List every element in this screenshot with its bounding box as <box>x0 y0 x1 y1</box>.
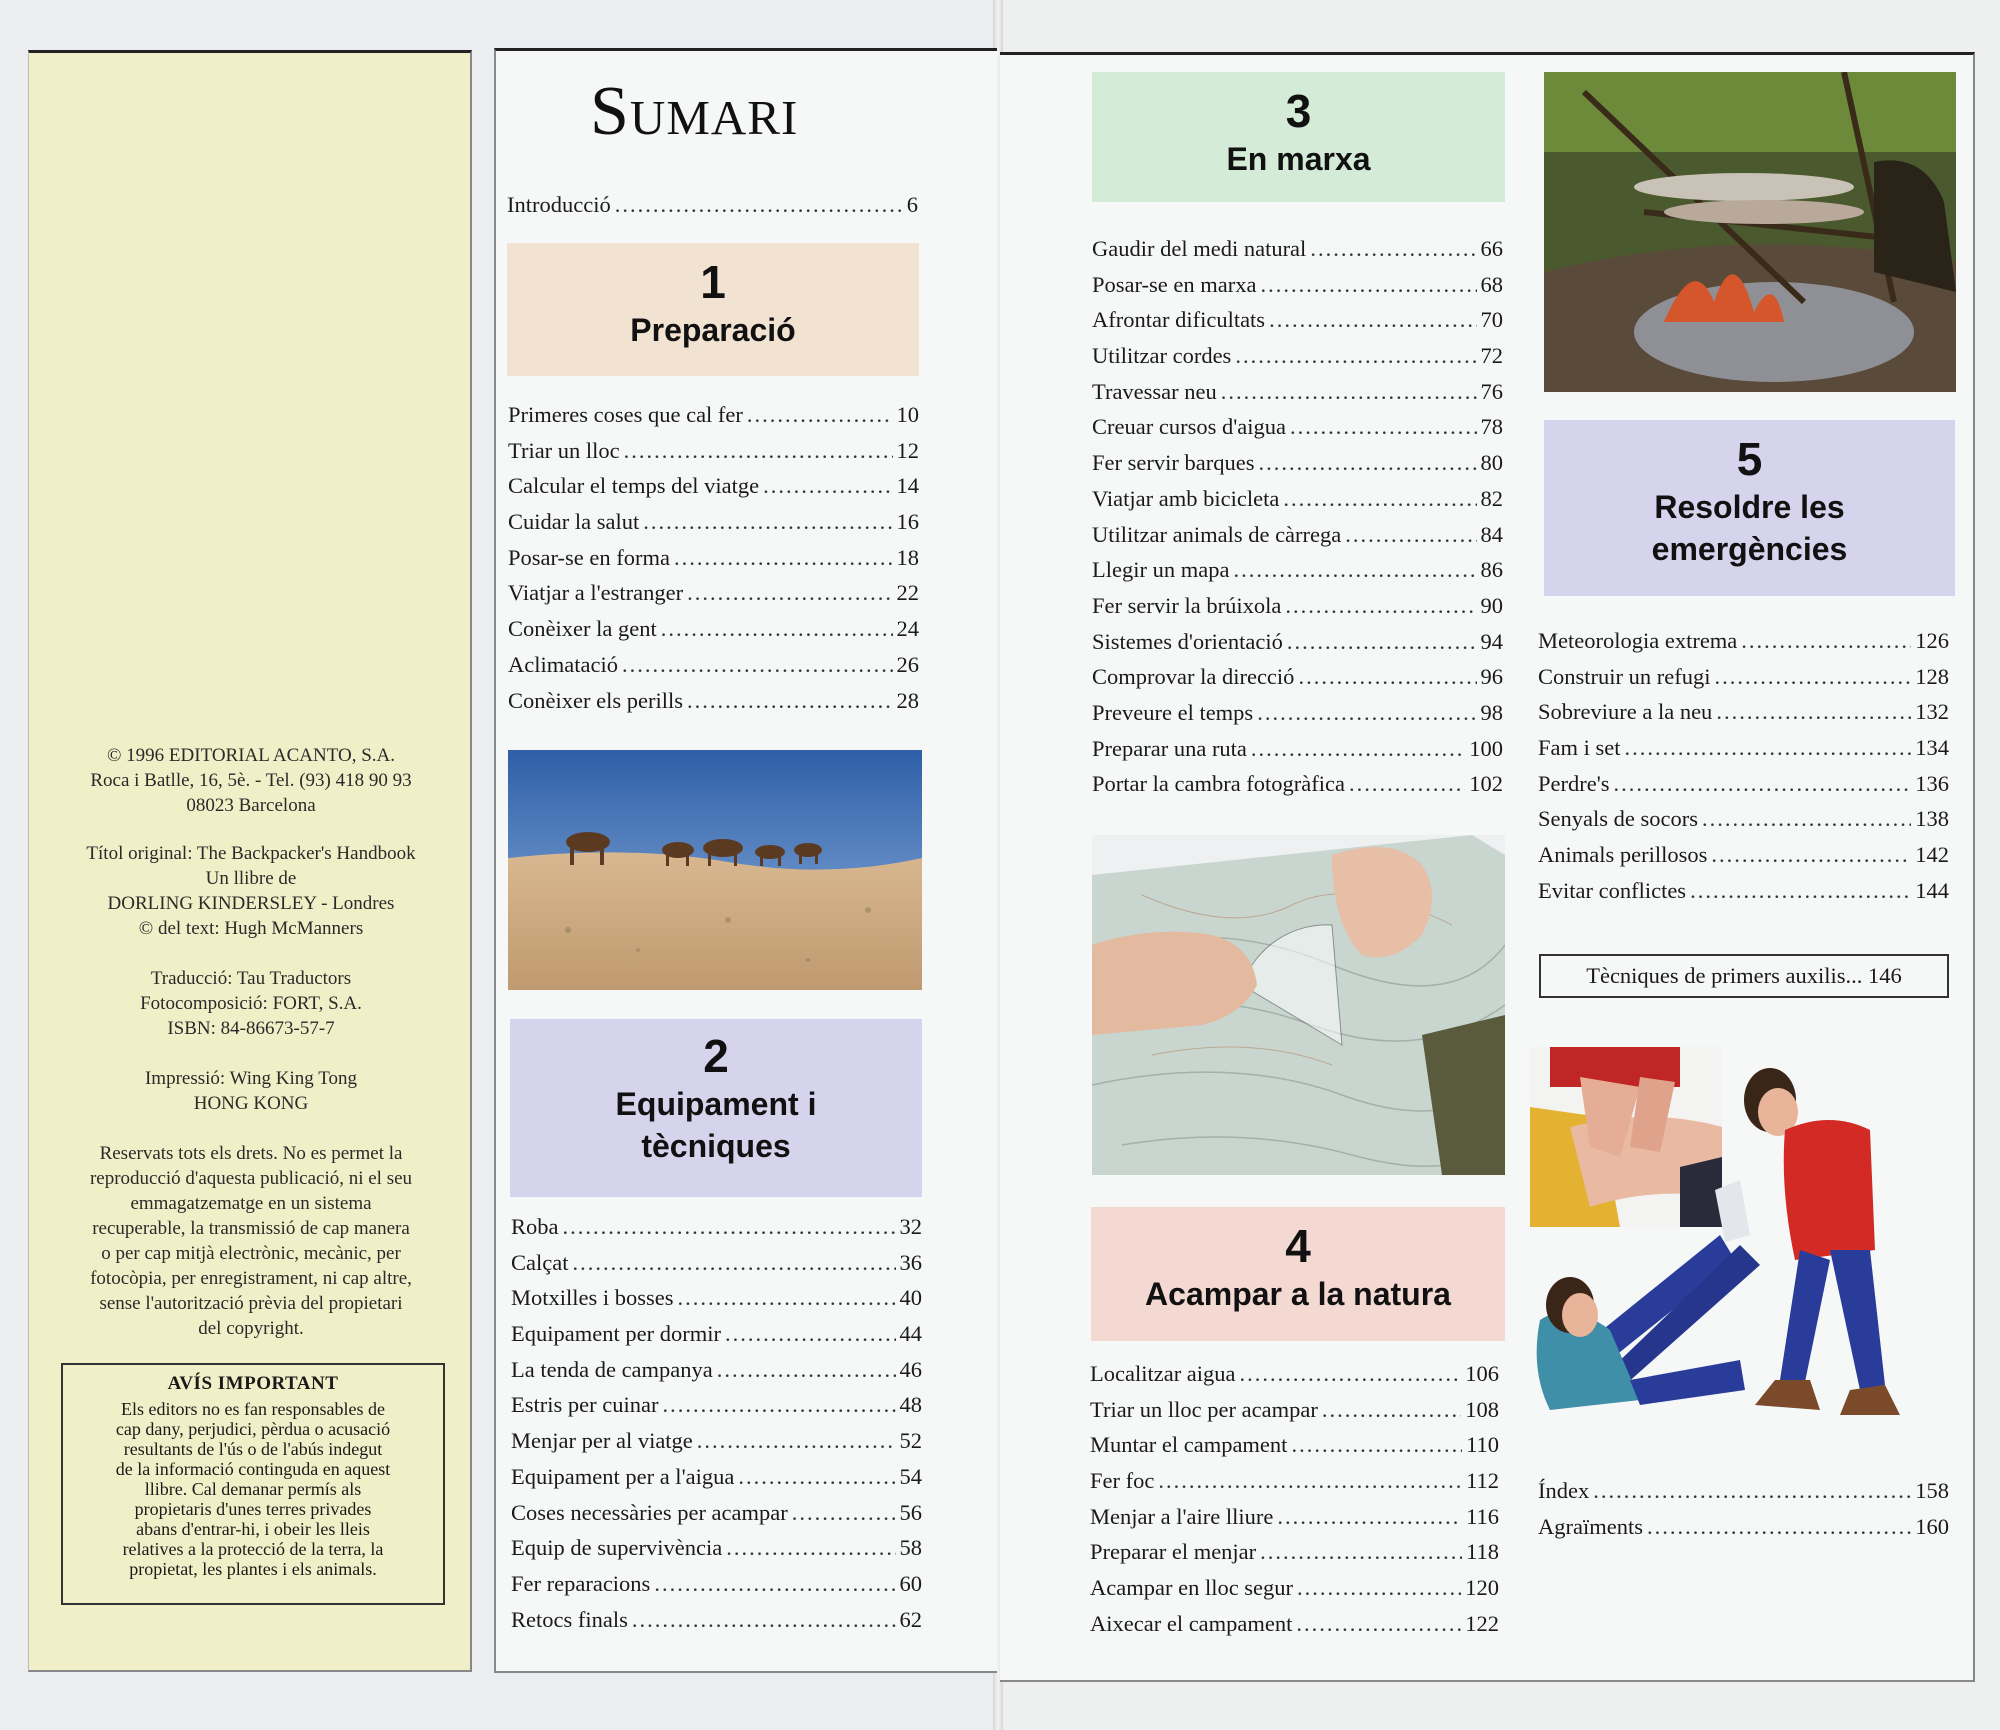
toc-row[interactable] <box>508 688 919 724</box>
toc-page: 36 <box>899 1249 922 1275</box>
toc-label: Menjar a l'aire lliure <box>1090 1503 1274 1529</box>
campfire-illustration <box>1544 72 1956 392</box>
toc-page: 68 <box>1480 271 1503 297</box>
toc-row[interactable] <box>1092 771 1503 807</box>
toc-page: 12 <box>896 437 919 463</box>
notice-line: relatives a la protecció de la terra, la <box>122 1539 384 1559</box>
toc-row[interactable] <box>511 1392 922 1428</box>
toc-row[interactable] <box>508 473 919 509</box>
toc-page: 96 <box>1480 664 1503 690</box>
toc-label: Calçat <box>511 1249 569 1275</box>
toc-label: Sobreviure a la neu <box>1538 699 1713 725</box>
toc-row[interactable] <box>1538 664 1949 700</box>
leader-dots <box>662 1392 895 1418</box>
leader-dots <box>1233 557 1476 583</box>
toc-page: 90 <box>1480 592 1503 618</box>
toc-page: 66 <box>1480 236 1503 261</box>
leader-dots <box>678 1285 896 1311</box>
toc-row[interactable] <box>1092 450 1503 486</box>
leader-dots <box>632 1607 896 1633</box>
toc-row[interactable] <box>1090 1468 1499 1504</box>
notice-line: llibre. Cal demanar permís als <box>144 1479 362 1499</box>
production-block <box>29 966 473 1041</box>
toc-row[interactable] <box>508 545 919 581</box>
leader-dots <box>1593 1478 1911 1504</box>
toc-row[interactable] <box>1538 735 1949 771</box>
credit-line: Traducció: Tau Traductors <box>150 968 352 989</box>
notice-line: abans d'entrar-hi, i obeir les lleis <box>136 1519 370 1539</box>
leader-dots <box>1310 236 1476 262</box>
chapter-number: 4 <box>1285 1220 1311 1272</box>
chapter-1-list <box>508 402 919 723</box>
toc-label: Animals perillosos <box>1538 842 1708 868</box>
leader-dots <box>726 1535 895 1561</box>
leader-dots <box>1614 771 1912 797</box>
toc-label: Fer reparacions <box>511 1570 651 1596</box>
toc-row[interactable] <box>1090 1504 1499 1540</box>
toc-page: 58 <box>899 1535 922 1561</box>
chapter-2-list <box>511 1214 922 1642</box>
toc-page: 14 <box>896 473 919 499</box>
chapter-title: Preparació <box>630 312 796 348</box>
toc-row[interactable] <box>511 1214 922 1250</box>
toc-page: 32 <box>899 1214 922 1239</box>
toc-label: Equipament per dormir <box>511 1321 721 1347</box>
leader-dots <box>572 1250 895 1276</box>
credit-line: DORLING KINDERSLEY - Londres <box>107 893 395 914</box>
notice-body <box>77 1399 429 1579</box>
toc-label: La tenda de campanya <box>511 1356 713 1382</box>
toc-page: 62 <box>899 1606 922 1632</box>
toc-page: 82 <box>1480 485 1503 511</box>
toc-row[interactable] <box>1090 1611 1499 1647</box>
credit-line: © 1996 EDITORIAL ACANTO, S.A. <box>106 745 395 766</box>
toc-label: Agraïments <box>1538 1513 1643 1539</box>
copyright-block <box>29 743 473 818</box>
map-illustration <box>1092 835 1505 1175</box>
toc-label: Perdre's <box>1538 770 1610 796</box>
toc-page: 18 <box>896 544 919 570</box>
intro-entry <box>507 192 918 228</box>
notice-line: propietaris d'unes terres privades <box>134 1499 372 1519</box>
toc-label: Viatjar amb bicicleta <box>1092 485 1280 511</box>
toc-page: 76 <box>1480 378 1503 404</box>
notice-line: propietat, les plantes i els animals. <box>129 1559 377 1579</box>
toc-page: 98 <box>1480 699 1503 725</box>
leader-dots <box>1269 307 1476 333</box>
toc-page: 22 <box>896 580 919 606</box>
chapter-4-list <box>1090 1361 1499 1647</box>
important-notice-box <box>61 1363 445 1605</box>
chapter-3-header[interactable] <box>1092 72 1505 202</box>
toc-row[interactable] <box>507 192 918 228</box>
printing-block <box>29 1066 473 1116</box>
toc-page: 56 <box>899 1499 922 1525</box>
toc-label: Gaudir del medi natural <box>1092 236 1307 261</box>
toc-row[interactable] <box>508 580 919 616</box>
desert-illustration <box>508 750 922 990</box>
leader-dots <box>1291 1432 1462 1458</box>
toc-page: 54 <box>899 1463 922 1489</box>
toc-row[interactable] <box>1538 1478 1949 1514</box>
toc-page: 116 <box>1466 1503 1499 1529</box>
toc-label: Preparar una ruta <box>1092 735 1247 761</box>
leader-dots <box>1690 878 1911 904</box>
toc-page: 80 <box>1480 450 1503 476</box>
credit-line: sense l'autorització prèvia del propietari <box>99 1293 403 1314</box>
notice-line: Els editors no es fan responsables de <box>121 1399 385 1419</box>
toc-page: 60 <box>899 1570 922 1596</box>
toc-page: 10 <box>896 402 919 427</box>
toc-label: Retocs finals <box>511 1606 628 1632</box>
toc-page: 106 <box>1465 1361 1499 1386</box>
toc-page: 136 <box>1915 770 1949 796</box>
toc-page: 100 <box>1469 735 1503 761</box>
chapter-1-header[interactable] <box>507 243 919 376</box>
toc-row[interactable] <box>1090 1539 1499 1575</box>
toc-row[interactable] <box>1538 628 1949 664</box>
leader-dots <box>661 616 893 642</box>
credit-line: fotocòpia, per enregistrament, ni cap altre, <box>90 1268 412 1289</box>
leader-dots <box>687 580 892 606</box>
toc-page: 84 <box>1480 521 1503 547</box>
leader-dots <box>1257 700 1476 726</box>
leader-dots <box>1716 699 1911 725</box>
chapter-3-list <box>1092 236 1503 807</box>
leader-dots <box>1285 593 1476 619</box>
credit-line: © del text: Hugh McManners <box>138 918 364 939</box>
toc-row[interactable] <box>511 1357 922 1393</box>
leader-dots <box>1647 1514 1911 1540</box>
toc-page: 132 <box>1915 699 1949 725</box>
toc-label: Aclimatació <box>508 651 618 677</box>
leader-dots <box>1625 735 1912 761</box>
leader-dots <box>725 1321 896 1347</box>
toc-label: Llegir un mapa <box>1092 557 1230 583</box>
toc-label: Primeres coses que cal fer <box>508 402 743 427</box>
chapter-title-line: emergències <box>1651 531 1848 567</box>
toc-label: Calcular el temps del viatge <box>508 473 760 499</box>
leader-dots <box>747 402 893 428</box>
credit-line: HONG KONG <box>193 1093 309 1114</box>
toc-label: Introducció <box>507 192 611 217</box>
toc-label: Cuidar la salut <box>508 509 640 535</box>
toc-label: Preparar el menjar <box>1090 1539 1257 1565</box>
leader-dots <box>643 509 892 535</box>
leader-dots <box>1261 272 1477 298</box>
leader-dots <box>1702 806 1911 832</box>
chapter-title-line: Equipament i <box>615 1086 817 1122</box>
toc-label: Portar la cambra fotogràfica <box>1092 771 1345 797</box>
toc-page: 144 <box>1915 877 1949 903</box>
leader-dots <box>615 192 903 218</box>
leg-raise-photo <box>1530 1060 1995 1460</box>
leader-dots <box>1287 629 1477 655</box>
toc-label: Fer servir barques <box>1092 450 1255 476</box>
credit-line: del copyright. <box>198 1318 304 1339</box>
toc-page: 120 <box>1465 1575 1499 1601</box>
toc-row[interactable] <box>508 652 919 688</box>
toc-page: 126 <box>1915 628 1949 653</box>
toc-row[interactable] <box>1538 878 1949 914</box>
toc-label: Aixecar el campament <box>1090 1610 1293 1636</box>
leader-dots <box>717 1357 896 1383</box>
toc-row[interactable] <box>511 1535 922 1571</box>
toc-page: 118 <box>1466 1539 1499 1565</box>
toc-page: 78 <box>1480 414 1503 440</box>
toc-row[interactable] <box>511 1607 922 1643</box>
toc-label: Utilitzar cordes <box>1092 343 1232 369</box>
credit-line: Títol original: The Backpacker's Handbook <box>86 843 416 864</box>
toc-row[interactable] <box>508 402 919 438</box>
toc-label: Coses necessàries per acampar <box>511 1499 788 1525</box>
page-title: Sumari <box>590 73 799 150</box>
toc-page: 16 <box>896 509 919 535</box>
toc-page: 158 <box>1915 1478 1949 1503</box>
toc-row[interactable] <box>511 1250 922 1286</box>
toc-page: 128 <box>1915 663 1949 689</box>
toc-row[interactable] <box>508 509 919 545</box>
toc-page: 112 <box>1466 1468 1499 1494</box>
chapter-5-header[interactable] <box>1544 420 1955 596</box>
leader-dots <box>687 688 893 714</box>
leader-dots <box>763 473 892 499</box>
camel-caravan-photo <box>508 750 922 990</box>
leader-dots <box>792 1500 896 1526</box>
toc-label: Motxilles i bosses <box>511 1285 674 1311</box>
toc-page: 108 <box>1465 1396 1499 1422</box>
leader-dots <box>1741 628 1911 654</box>
toc-label: Creuar cursos d'aigua <box>1092 414 1286 440</box>
toc-page: 102 <box>1469 771 1503 797</box>
leader-dots <box>1711 842 1911 868</box>
toc-label: Tècniques de primers auxilis... <box>1586 963 1863 988</box>
toc-label: Fer servir la brúixola <box>1092 592 1282 618</box>
toc-row[interactable] <box>1090 1361 1499 1397</box>
toc-label: Acampar en lloc segur <box>1090 1575 1294 1601</box>
credit-line: o per cap mitjà electrònic, mecànic, per <box>101 1243 401 1264</box>
notice-line: resultants de l'ús o de l'abús indegut <box>123 1439 383 1459</box>
credit-line: Reservats tots els drets. No es permet la <box>99 1143 403 1164</box>
toc-row[interactable] <box>1538 699 1949 735</box>
toc-page: 142 <box>1915 842 1949 868</box>
toc-label: Fer foc <box>1090 1468 1155 1494</box>
back-matter-list <box>1538 1478 1949 1549</box>
toc-row[interactable] <box>1092 664 1503 700</box>
toc-row[interactable] <box>508 438 919 474</box>
toc-page: 94 <box>1480 628 1503 654</box>
chapter-number: 2 <box>703 1030 729 1082</box>
leader-dots <box>1277 1504 1462 1530</box>
toc-label: Senyals de socors <box>1538 806 1698 832</box>
toc-label: Travessar neu <box>1092 378 1217 404</box>
chapter-title-line: Resoldre les <box>1654 489 1845 525</box>
map-compass-photo <box>1092 835 1505 1175</box>
credit-line: Un llibre de <box>205 868 297 889</box>
toc-label: Estris per cuinar <box>511 1392 659 1418</box>
toc-row[interactable] <box>1092 557 1503 593</box>
toc-row[interactable] <box>1092 522 1503 558</box>
toc-row[interactable] <box>1092 272 1503 308</box>
toc-page: 28 <box>896 687 919 713</box>
credit-line: ISBN: 84-86673-57-7 <box>167 1018 335 1039</box>
leader-dots <box>1158 1468 1462 1494</box>
toc-row[interactable] <box>1092 414 1503 450</box>
toc-page: 134 <box>1915 735 1949 761</box>
toc-label: Menjar per al viatge <box>511 1428 693 1454</box>
toc-page: 138 <box>1915 806 1949 832</box>
leader-dots <box>1345 522 1476 548</box>
chapter-2-header[interactable] <box>510 1019 922 1197</box>
toc-label: Conèixer la gent <box>508 616 657 642</box>
toc-row[interactable] <box>1092 700 1503 736</box>
toc-page: 70 <box>1480 307 1503 333</box>
leader-dots <box>1714 664 1911 690</box>
toc-label: Equipament per a l'aigua <box>511 1463 735 1489</box>
toc-page: 110 <box>1466 1432 1499 1458</box>
leader-dots <box>563 1214 896 1240</box>
toc-label: Evitar conflictes <box>1538 877 1687 903</box>
toc-label: Muntar el campament <box>1090 1432 1288 1458</box>
toc-page: 46 <box>899 1356 922 1382</box>
toc-label: Construir un refugi <box>1538 663 1711 689</box>
toc-page: 44 <box>899 1321 922 1347</box>
leader-dots <box>1260 1539 1462 1565</box>
toc-page: 160 <box>1915 1513 1949 1539</box>
first-aid-entry-box[interactable] <box>1539 954 1949 998</box>
toc-row[interactable] <box>511 1571 922 1607</box>
toc-row[interactable] <box>511 1500 922 1536</box>
toc-page: 52 <box>899 1428 922 1454</box>
campfire-fish-photo <box>1544 72 1956 392</box>
toc-label: Conèixer els perills <box>508 687 683 713</box>
leader-dots <box>1258 450 1476 476</box>
toc-row[interactable] <box>1092 379 1503 415</box>
leader-dots <box>1297 1575 1461 1601</box>
toc-row[interactable] <box>1092 736 1503 772</box>
chapter-title: Acampar a la natura <box>1145 1276 1451 1312</box>
leader-dots <box>697 1428 896 1454</box>
chapter-title-line: tècniques <box>641 1128 791 1164</box>
toc-label: Triar un lloc <box>508 437 620 463</box>
chapter-4-header[interactable] <box>1091 1207 1505 1341</box>
leader-dots <box>1322 1397 1461 1423</box>
toc-page: 48 <box>899 1392 922 1418</box>
credit-line: Roca i Batlle, 16, 5è. - Tel. (93) 418 90 93 <box>90 770 412 791</box>
toc-row[interactable] <box>1090 1575 1499 1611</box>
credit-line: Fotocomposició: FORT, S.A. <box>140 993 362 1014</box>
toc-page: 24 <box>896 616 919 642</box>
notice-line: cap dany, perjudici, pèrdua o acusació <box>115 1419 391 1439</box>
toc-row[interactable] <box>1092 307 1503 343</box>
leader-dots <box>1296 1611 1461 1637</box>
leader-dots <box>1221 379 1477 405</box>
toc-label: Equip de supervivència <box>511 1535 723 1561</box>
leader-dots <box>738 1464 895 1490</box>
toc-row[interactable] <box>1538 806 1949 842</box>
credit-line: emmagatzematge en un sistema <box>130 1193 372 1214</box>
toc-label: Índex <box>1538 1478 1590 1503</box>
toc-row[interactable] <box>1092 236 1503 272</box>
toc-row[interactable] <box>1092 486 1503 522</box>
toc-page: 122 <box>1465 1610 1499 1636</box>
toc-page: 6 <box>906 192 918 217</box>
toc-label: Meteorologia extrema <box>1538 628 1738 653</box>
toc-label: Posar-se en forma <box>508 544 670 570</box>
leader-dots <box>674 545 893 571</box>
toc-label: Preveure el temps <box>1092 699 1254 725</box>
credit-line: 08023 Barcelona <box>186 795 316 816</box>
toc-row[interactable] <box>1092 629 1503 665</box>
leader-dots <box>1283 486 1476 512</box>
credits-panel <box>28 50 472 1672</box>
leader-dots <box>1290 414 1477 440</box>
chapter-number: 3 <box>1285 85 1312 137</box>
toc-label: Afrontar dificultats <box>1092 307 1266 333</box>
notice-line: de la informació continguda en aquest <box>115 1459 391 1479</box>
leader-dots <box>1349 771 1465 797</box>
toc-label: Posar-se en marxa <box>1092 271 1257 297</box>
toc-row[interactable] <box>1090 1432 1499 1468</box>
leader-dots <box>1251 736 1465 762</box>
toc-page: 146 <box>1868 963 1902 988</box>
toc-label: Comprovar la direcció <box>1092 664 1295 690</box>
toc-row[interactable] <box>1538 771 1949 807</box>
toc-row[interactable] <box>1538 1514 1949 1550</box>
chapter-5-list <box>1538 628 1949 914</box>
credit-line: reproducció d'aquesta publicació, ni el seu <box>89 1168 413 1189</box>
toc-row[interactable] <box>1538 842 1949 878</box>
toc-row[interactable] <box>511 1464 922 1500</box>
toc-row[interactable] <box>511 1428 922 1464</box>
toc-label: Viatjar a l'estranger <box>508 580 684 606</box>
leader-dots <box>1240 1361 1462 1387</box>
toc-page: 26 <box>896 651 919 677</box>
leader-dots <box>1235 343 1476 369</box>
toc-page: 72 <box>1480 343 1503 369</box>
recovery-illustration <box>1530 1060 1995 1460</box>
toc-label: Sistemes d'orientació <box>1092 628 1283 654</box>
toc-row[interactable] <box>1092 343 1503 379</box>
leader-dots <box>654 1571 895 1597</box>
toc-row[interactable] <box>511 1321 922 1357</box>
chapter-number: 5 <box>1736 433 1763 485</box>
leader-dots <box>1298 664 1476 690</box>
notice-title: AVÍS IMPORTANT <box>167 1373 339 1394</box>
leader-dots <box>622 652 893 678</box>
toc-page: 40 <box>899 1285 922 1311</box>
toc-page: 86 <box>1480 557 1503 583</box>
original-title-block <box>29 841 473 941</box>
rights-block <box>29 1141 473 1341</box>
toc-label: Localitzar aigua <box>1090 1361 1236 1386</box>
credit-line: Impressió: Wing King Tong <box>144 1068 357 1089</box>
toc-label: Roba <box>511 1214 559 1239</box>
credit-line: recuperable, la transmissió de cap manera <box>92 1218 410 1239</box>
toc-row[interactable] <box>511 1285 922 1321</box>
toc-row[interactable] <box>1090 1397 1499 1433</box>
chapter-number: 1 <box>700 256 726 308</box>
toc-label: Triar un lloc per acampar <box>1090 1396 1318 1422</box>
toc-label: Utilitzar animals de càrrega <box>1092 521 1342 547</box>
toc-row[interactable] <box>1092 593 1503 629</box>
chapter-title: En marxa <box>1226 141 1371 177</box>
leader-dots <box>624 438 893 464</box>
toc-row[interactable] <box>508 616 919 652</box>
toc-label: Fam i set <box>1538 735 1621 761</box>
